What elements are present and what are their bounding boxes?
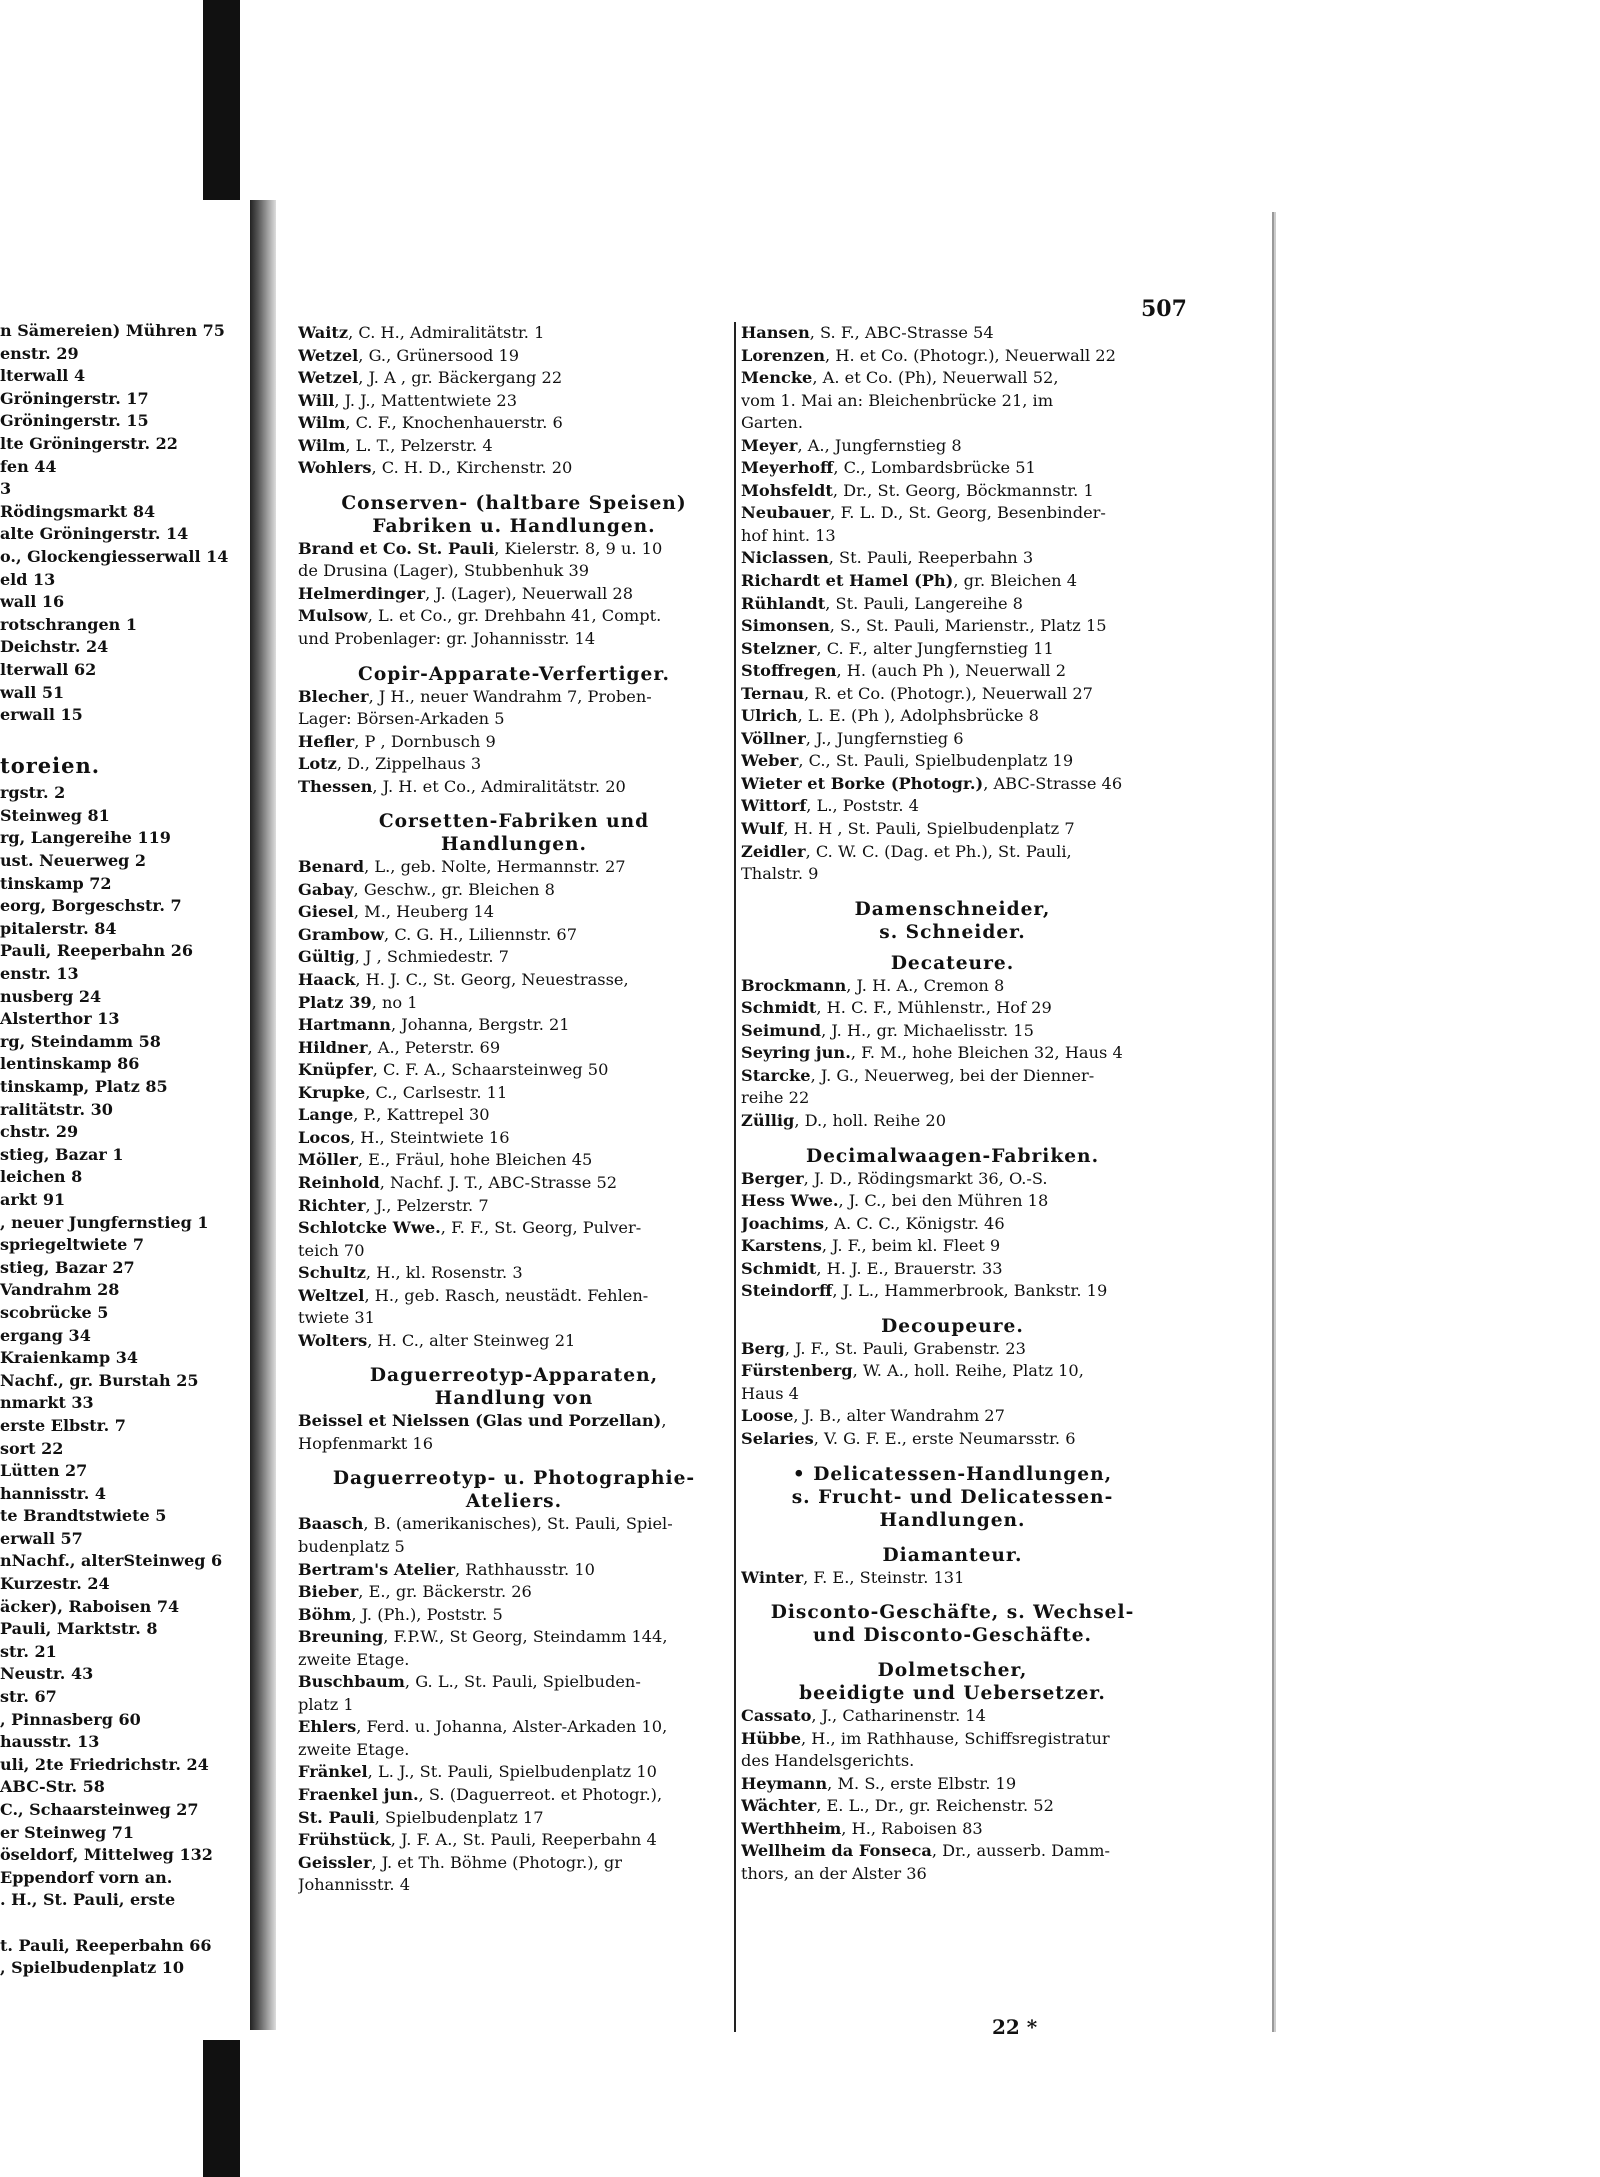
directory-entry: Blecher, J H., neuer Wandrahm 7, Proben- xyxy=(298,686,652,706)
right-column xyxy=(741,322,1164,1885)
left-page-line: Rödingsmarkt 84 xyxy=(0,501,156,521)
directory-entry: Wilm, L. T., Pelzerstr. 4 xyxy=(298,435,493,455)
directory-entry: Starcke, J. G., Neuerweg, bei der Dienner- xyxy=(741,1065,1095,1085)
section-heading: Copir-Apparate-Verfertiger. xyxy=(358,663,670,685)
directory-entry: Möller, E., Fräul, hohe Bleichen 45 xyxy=(298,1150,593,1170)
directory-entry: teich 70 xyxy=(298,1240,365,1260)
directory-entry: Will, J. J., Mattentwiete 23 xyxy=(298,390,518,410)
page-number: 507 xyxy=(1141,296,1187,322)
spacer xyxy=(741,886,1164,898)
directory-entry: Knüpfer, C. F. A., Schaarsteinweg 50 xyxy=(298,1060,609,1080)
left-page-line: nmarkt 33 xyxy=(0,1393,94,1413)
directory-entry: Breuning, F.P.W., St Georg, Steindamm 144, xyxy=(298,1627,668,1647)
directory-entry: Hefler, P , Dornbusch 9 xyxy=(298,731,496,751)
directory-entry: Schmidt, H. C. F., Mühlenstr., Hof 29 xyxy=(741,998,1052,1018)
directory-entry: Simonsen, S., St. Pauli, Marienstr., Platz 15 xyxy=(741,616,1107,636)
left-page-line: Steinweg 81 xyxy=(0,805,110,825)
directory-entry: Garten. xyxy=(741,413,803,433)
section-heading: • Delicatessen-Handlungen, xyxy=(792,1463,1113,1485)
left-page-line: ralitätstr. 30 xyxy=(0,1099,113,1119)
directory-entry: Johannisstr. 4 xyxy=(298,1875,411,1895)
section-heading: Daguerreotyp- u. Photographie- xyxy=(332,1468,696,1490)
left-page-line: äcker), Raboisen 74 xyxy=(0,1596,180,1616)
directory-entry: Wieter et Borke (Photogr.), ABC-Strasse 46 xyxy=(741,773,1123,793)
section-heading: Dolmetscher, xyxy=(877,1660,1028,1682)
directory-entry: Seimund, J. H., gr. Michaelisstr. 15 xyxy=(741,1020,1034,1040)
spacer xyxy=(298,1455,730,1467)
directory-entry: Richardt et Hamel (Ph), gr. Bleichen 4 xyxy=(741,571,1078,591)
spacer xyxy=(298,651,730,663)
book-spine-bottom xyxy=(203,2040,240,2177)
directory-entry: Benard, L., geb. Nolte, Hermannstr. 27 xyxy=(298,857,626,877)
directory-entry: twiete 31 xyxy=(298,1308,375,1328)
directory-entry: platz 1 xyxy=(298,1694,354,1714)
directory-entry: Meyerhoff, C., Lombardsbrücke 51 xyxy=(741,458,1036,478)
section-heading: Decateure. xyxy=(890,952,1015,974)
directory-entry: Berg, J. F., St. Pauli, Grabenstr. 23 xyxy=(741,1338,1026,1358)
section-heading: Handlungen. xyxy=(440,834,588,856)
directory-entry: Hansen, S. F., ABC-Strasse 54 xyxy=(741,323,994,342)
left-page-line: Pauli, Reeperbahn 26 xyxy=(0,941,194,961)
section-heading: und Disconto-Geschäfte. xyxy=(812,1625,1093,1647)
left-page-line: nusberg 24 xyxy=(0,986,102,1006)
left-page-line: rg, Langereihe 119 xyxy=(0,828,171,848)
left-page-line: eorg, Borgeschstr. 7 xyxy=(0,896,182,916)
signature-mark: 22 * xyxy=(992,2015,1038,2039)
directory-entry: Brand et Co. St. Pauli, Kielerstr. 8, 9 u. 10 xyxy=(298,538,663,558)
left-page-line: öseldorf, Mittelweg 132 xyxy=(0,1845,213,1865)
page-gutter-shadow xyxy=(250,200,276,2030)
directory-entry: Giesel, M., Heuberg 14 xyxy=(298,902,495,922)
section-heading: Conserven- (haltbare Speisen) xyxy=(341,492,687,514)
section-heading: Decimalwaagen-Fabriken. xyxy=(805,1145,1100,1167)
directory-entry: Frühstück, J. F. A., St. Pauli, Reeperbahn 4 xyxy=(298,1830,657,1850)
left-page-line: lentinskamp 86 xyxy=(0,1054,140,1074)
directory-entry: Lager: Börsen-Arkaden 5 xyxy=(298,709,505,729)
directory-entry: des Handelsgerichts. xyxy=(741,1751,915,1771)
directory-entry: Baasch, B. (amerikanisches), St. Pauli, Spiel- xyxy=(298,1514,673,1534)
section-heading: Corsetten-Fabriken und xyxy=(378,811,650,833)
left-page-line: enstr. 29 xyxy=(0,343,79,363)
directory-entry: Haus 4 xyxy=(741,1383,799,1403)
directory-entry: Bieber, E., gr. Bäckerstr. 26 xyxy=(298,1582,532,1602)
section-heading: s. Frucht- und Delicatessen- xyxy=(791,1486,1114,1508)
directory-entry: Weber, C., St. Pauli, Spielbudenplatz 19 xyxy=(741,751,1074,771)
directory-entry: Schlotcke Wwe., F. F., St. Georg, Pulver- xyxy=(298,1218,642,1238)
left-page-line: spriegeltwiete 7 xyxy=(0,1235,145,1255)
directory-entry: Waitz, C. H., Admiralitätstr. 1 xyxy=(298,323,545,342)
directory-entry: Lange, P., Kattrepel 30 xyxy=(298,1105,490,1125)
directory-entry: Gültig, J , Schmiedestr. 7 xyxy=(298,947,509,967)
directory-entry: Platz 39, no 1 xyxy=(298,992,418,1012)
left-page-line: erste Elbstr. 7 xyxy=(0,1415,126,1435)
directory-entry: Karstens, J. F., beim kl. Fleet 9 xyxy=(741,1236,1001,1256)
directory-entry: vom 1. Mai an: Bleichenbrücke 21, im xyxy=(741,390,1054,410)
left-page-line: t. Pauli, Reeperbahn 66 xyxy=(0,1935,212,1955)
left-page-line: alte Gröningerstr. 14 xyxy=(0,524,189,544)
left-page-line: n Sämereien) Mühren 75 xyxy=(0,321,225,340)
directory-entry: Niclassen, St. Pauli, Reeperbahn 3 xyxy=(741,548,1034,568)
directory-entry: Hildner, A., Peterstr. 69 xyxy=(298,1037,501,1057)
column-divider xyxy=(734,322,736,2032)
spacer xyxy=(741,1133,1164,1145)
directory-entry: Selaries, V. G. F. E., erste Neumarsstr. 6 xyxy=(741,1428,1076,1448)
section-heading: Damenschneider, xyxy=(854,898,1051,920)
spacer xyxy=(741,944,1164,952)
left-page-line: rgstr. 2 xyxy=(0,783,66,803)
left-page-line: stieg, Bazar 27 xyxy=(0,1257,135,1277)
directory-entry: Lorenzen, H. et Co. (Photogr.), Neuerwall 22 xyxy=(741,345,1116,365)
directory-entry: Stelzner, C. F., alter Jungfernstieg 11 xyxy=(741,638,1054,658)
left-page-line: Lütten 27 xyxy=(0,1461,88,1481)
directory-entry: und Probenlager: gr. Johannisstr. 14 xyxy=(298,629,596,649)
left-page-line: wall 16 xyxy=(0,592,65,612)
left-page-line: Gröningerstr. 15 xyxy=(0,411,149,431)
left-page-line: te Brandtstwiete 5 xyxy=(0,1506,167,1526)
directory-entry: zweite Etage. xyxy=(298,1649,410,1669)
left-page-line: leichen 8 xyxy=(0,1167,83,1187)
left-page-line: scobrücke 5 xyxy=(0,1302,109,1322)
directory-entry: Hopfenmarkt 16 xyxy=(298,1433,434,1453)
left-page-line: sort 22 xyxy=(0,1438,64,1458)
left-page-line: rotschrangen 1 xyxy=(0,614,138,634)
left-page-line: . H., St. Pauli, erste xyxy=(0,1890,176,1910)
directory-entry: Rühlandt, St. Pauli, Langereihe 8 xyxy=(741,593,1023,613)
directory-entry: Thalstr. 9 xyxy=(741,864,819,884)
left-page-line: fen 44 xyxy=(0,456,57,476)
directory-entry: Wellheim da Fonseca, Dr., ausserb. Damm- xyxy=(741,1841,1110,1861)
directory-entry: Steindorff, J. L., Hammerbrook, Bankstr. 19 xyxy=(741,1281,1108,1301)
left-page-line: lterwall 4 xyxy=(0,366,86,386)
directory-entry: Haack, H. J. C., St. Georg, Neuestrasse, xyxy=(298,970,629,990)
directory-entry: Wohlers, C. H. D., Kirchenstr. 20 xyxy=(298,458,573,478)
spacer xyxy=(741,1532,1164,1544)
directory-entry: Wolters, H. C., alter Steinweg 21 xyxy=(298,1330,576,1350)
left-page-line: toreien. xyxy=(0,753,101,779)
left-page-line: str. 21 xyxy=(0,1641,57,1661)
left-page-line: C., Schaarsteinweg 27 xyxy=(0,1800,199,1819)
left-page-line: Kraienkamp 34 xyxy=(0,1348,138,1368)
directory-entry: Joachims, A. C. C., Königstr. 46 xyxy=(741,1213,1005,1233)
directory-entry: Thessen, J. H. et Co., Admiralitätstr. 20 xyxy=(298,776,626,796)
directory-entry: Hübbe, H., im Rathhause, Schiffsregistratur xyxy=(741,1728,1110,1748)
directory-entry: Loose, J. B., alter Wandrahm 27 xyxy=(741,1406,1005,1426)
directory-entry: Ehlers, Ferd. u. Johanna, Alster-Arkaden 10, xyxy=(298,1717,668,1737)
left-page-line xyxy=(0,1912,258,1935)
spacer xyxy=(298,798,730,810)
directory-entry: Zeidler, C. W. C. (Dag. et Ph.), St. Pauli, xyxy=(741,841,1072,861)
section-heading: Daguerreotyp-Apparaten, xyxy=(369,1365,659,1387)
directory-entry: Heymann, M. S., erste Elbstr. 19 xyxy=(741,1773,1017,1793)
left-page-line: Deichstr. 24 xyxy=(0,637,109,657)
spacer xyxy=(298,1352,730,1364)
directory-entry: Mohsfeldt, Dr., St. Georg, Böckmannstr. 1 xyxy=(741,480,1094,500)
left-column xyxy=(298,322,730,1897)
section-heading: Diamanteur. xyxy=(882,1544,1023,1566)
left-page-line: eld 13 xyxy=(0,569,56,589)
section-heading: Handlung von xyxy=(434,1388,594,1410)
section-heading: Decoupeure. xyxy=(881,1315,1024,1337)
directory-entry: Völlner, J., Jungfernstieg 6 xyxy=(741,728,964,748)
directory-entry: budenplatz 5 xyxy=(298,1536,405,1556)
directory-entry: Wetzel, J. A , gr. Bäckergang 22 xyxy=(298,368,563,388)
directory-entry: Wulf, H. H , St. Pauli, Spielbudenplatz 7 xyxy=(741,819,1075,839)
left-page-line: uli, 2te Friedrichstr. 24 xyxy=(0,1754,209,1774)
spacer xyxy=(741,1647,1164,1659)
left-page-line: stieg, Bazar 1 xyxy=(0,1144,124,1164)
directory-entry: hof hint. 13 xyxy=(741,525,836,545)
left-page-line: , neuer Jungfernstieg 1 xyxy=(0,1212,209,1232)
left-page-line: arkt 91 xyxy=(0,1189,66,1209)
left-page-line: lterwall 62 xyxy=(0,659,97,679)
directory-entry: Seyring jun., F. M., hohe Bleichen 32, Haus 4 xyxy=(741,1043,1123,1063)
left-page-line: hausstr. 13 xyxy=(0,1732,100,1752)
left-page-line: nNachf., alterSteinweg 6 xyxy=(0,1551,223,1571)
directory-entry: Ulrich, L. E. (Ph ), Adolphsbrücke 8 xyxy=(741,706,1039,726)
directory-entry: Mulsow, L. et Co., gr. Drehbahn 41, Compt. xyxy=(298,606,662,626)
directory-entry: Buschbaum, G. L., St. Pauli, Spielbuden- xyxy=(298,1672,641,1692)
left-page-line: lte Gröningerstr. 22 xyxy=(0,433,178,453)
directory-entry: Wilm, C. F., Knochenhauerstr. 6 xyxy=(298,413,563,433)
left-page-line: Vandrahm 28 xyxy=(0,1280,120,1300)
directory-entry: Böhm, J. (Ph.), Poststr. 5 xyxy=(298,1604,503,1624)
directory-entry: Locos, H., Steintwiete 16 xyxy=(298,1127,510,1147)
left-page-line: ABC-Str. 58 xyxy=(0,1777,105,1797)
directory-entry: Wächter, E. L., Dr., gr. Reichenstr. 52 xyxy=(741,1796,1054,1816)
left-page-line: erwall 57 xyxy=(0,1528,83,1548)
left-page-line: Alsterthor 13 xyxy=(0,1009,120,1029)
section-heading: Handlungen. xyxy=(879,1509,1026,1531)
left-page-line: er Steinweg 71 xyxy=(0,1822,134,1842)
left-page-line: enstr. 13 xyxy=(0,964,79,984)
directory-entry: Brockmann, J. H. A., Cremon 8 xyxy=(741,975,1005,995)
section-heading: Fabriken u. Handlungen. xyxy=(372,515,656,537)
left-page-line: tinskamp, Platz 85 xyxy=(0,1077,168,1096)
directory-entry: St. Pauli, Spielbudenplatz 17 xyxy=(298,1807,544,1827)
directory-entry: Schmidt, H. J. E., Brauerstr. 33 xyxy=(741,1258,1003,1278)
directory-entry: Ternau, R. et Co. (Photogr.), Neuerwall 27 xyxy=(741,683,1093,703)
left-page-line: , Spielbudenplatz 10 xyxy=(0,1958,184,1978)
directory-entry: Fränkel, L. J., St. Pauli, Spielbudenplatz 10 xyxy=(298,1762,657,1782)
left-page-line: wall 51 xyxy=(0,682,65,702)
directory-entry: Stoffregen, H. (auch Ph ), Neuerwall 2 xyxy=(741,661,1067,681)
left-page-line: hannisstr. 4 xyxy=(0,1483,106,1503)
directory-entry: Berger, J. D., Rödingsmarkt 36, O.-S. xyxy=(741,1168,1048,1188)
directory-entry: Beissel et Nielssen (Glas und Porzellan), xyxy=(298,1411,667,1431)
left-page-line: pitalerstr. 84 xyxy=(0,918,117,938)
directory-entry: Hess Wwe., J. C., bei den Mühren 18 xyxy=(741,1191,1049,1211)
spacer xyxy=(741,1589,1164,1601)
directory-entry: Cassato, J., Catharinenstr. 14 xyxy=(741,1706,986,1726)
left-page-line: Kurzestr. 24 xyxy=(0,1574,110,1594)
directory-entry: Gabay, Geschw., gr. Bleichen 8 xyxy=(298,879,555,899)
directory-entry: Mencke, A. et Co. (Ph), Neuerwall 52, xyxy=(741,368,1059,388)
left-page-line: 3 xyxy=(0,479,12,499)
directory-entry: reihe 22 xyxy=(741,1088,810,1108)
spacer xyxy=(741,1451,1164,1463)
directory-entry: Wittorf, L., Poststr. 4 xyxy=(741,796,919,816)
directory-entry: Grambow, C. G. H., Liliennstr. 67 xyxy=(298,924,577,944)
section-heading: s. Schneider. xyxy=(879,921,1026,943)
directory-entry: Meyer, A., Jungfernstieg 8 xyxy=(741,435,962,455)
directory-entry: de Drusina (Lager), Stubbenhuk 39 xyxy=(298,561,590,581)
left-page-lines xyxy=(0,320,258,1980)
section-heading: Disconto-Geschäfte, s. Wechsel- xyxy=(770,1602,1135,1624)
directory-entry: Schultz, H., kl. Rosenstr. 3 xyxy=(298,1263,523,1283)
directory-entry: Bertram's Atelier, Rathhausstr. 10 xyxy=(298,1559,595,1579)
directory-entry: Wetzel, G., Grünersood 19 xyxy=(298,345,520,365)
directory-entry: Neubauer, F. L. D., St. Georg, Besenbinder- xyxy=(741,503,1106,523)
directory-entry: Fürstenberg, W. A., holl. Reihe, Platz 10, xyxy=(741,1361,1084,1381)
spacer xyxy=(741,1303,1164,1315)
left-page-line: ust. Neuerweg 2 xyxy=(0,851,147,871)
left-page-line xyxy=(0,727,258,750)
directory-entry: Geissler, J. et Th. Böhme (Photogr.), gr xyxy=(298,1852,622,1872)
left-page-line: Nachf., gr. Burstah 25 xyxy=(0,1370,199,1390)
left-page-line: Neustr. 43 xyxy=(0,1664,94,1684)
directory-entry: Helmerdinger, J. (Lager), Neuerwall 28 xyxy=(298,583,634,603)
directory-entry: Richter, J., Pelzerstr. 7 xyxy=(298,1195,489,1215)
spacer xyxy=(298,480,730,492)
directory-entry: Winter, F. E., Steinstr. 131 xyxy=(741,1567,965,1587)
directory-entry: Krupke, C., Carlsestr. 11 xyxy=(298,1082,508,1102)
directory-entry: Züllig, D., holl. Reihe 20 xyxy=(741,1110,946,1130)
directory-entry: Weltzel, H., geb. Rasch, neustädt. Fehlen- xyxy=(298,1285,649,1305)
left-page-line: erwall 15 xyxy=(0,705,83,725)
directory-entry: Lotz, D., Zippelhaus 3 xyxy=(298,754,482,774)
left-page-line: rg, Steindamm 58 xyxy=(0,1031,161,1051)
left-page-line: , Pinnasberg 60 xyxy=(0,1709,141,1729)
left-page-line: ergang 34 xyxy=(0,1325,91,1345)
left-page-line: Eppendorf vorn an. xyxy=(0,1867,173,1887)
left-page-line: Gröningerstr. 17 xyxy=(0,388,149,408)
directory-entry: Fraenkel jun., S. (Daguerreot. et Photogr.), xyxy=(298,1784,663,1804)
left-page-line: Pauli, Marktstr. 8 xyxy=(0,1619,158,1639)
directory-entry: Werthheim, H., Raboisen 83 xyxy=(741,1818,983,1838)
left-page-fragment xyxy=(0,200,258,2030)
directory-entry: Hartmann, Johanna, Bergstr. 21 xyxy=(298,1015,570,1035)
left-page-line: str. 67 xyxy=(0,1687,57,1707)
left-page-line: o., Glockengiesserwall 14 xyxy=(0,546,229,566)
left-page-line: tinskamp 72 xyxy=(0,873,112,893)
directory-entry: Reinhold, Nachf. J. T., ABC-Strasse 52 xyxy=(298,1172,618,1192)
directory-entry: zweite Etage. xyxy=(298,1739,410,1759)
section-heading: Ateliers. xyxy=(465,1491,563,1513)
left-page-line: chstr. 29 xyxy=(0,1122,79,1142)
section-heading: beeidigte und Uebersetzer. xyxy=(799,1683,1106,1705)
directory-entry: thors, an der Alster 36 xyxy=(741,1863,927,1883)
